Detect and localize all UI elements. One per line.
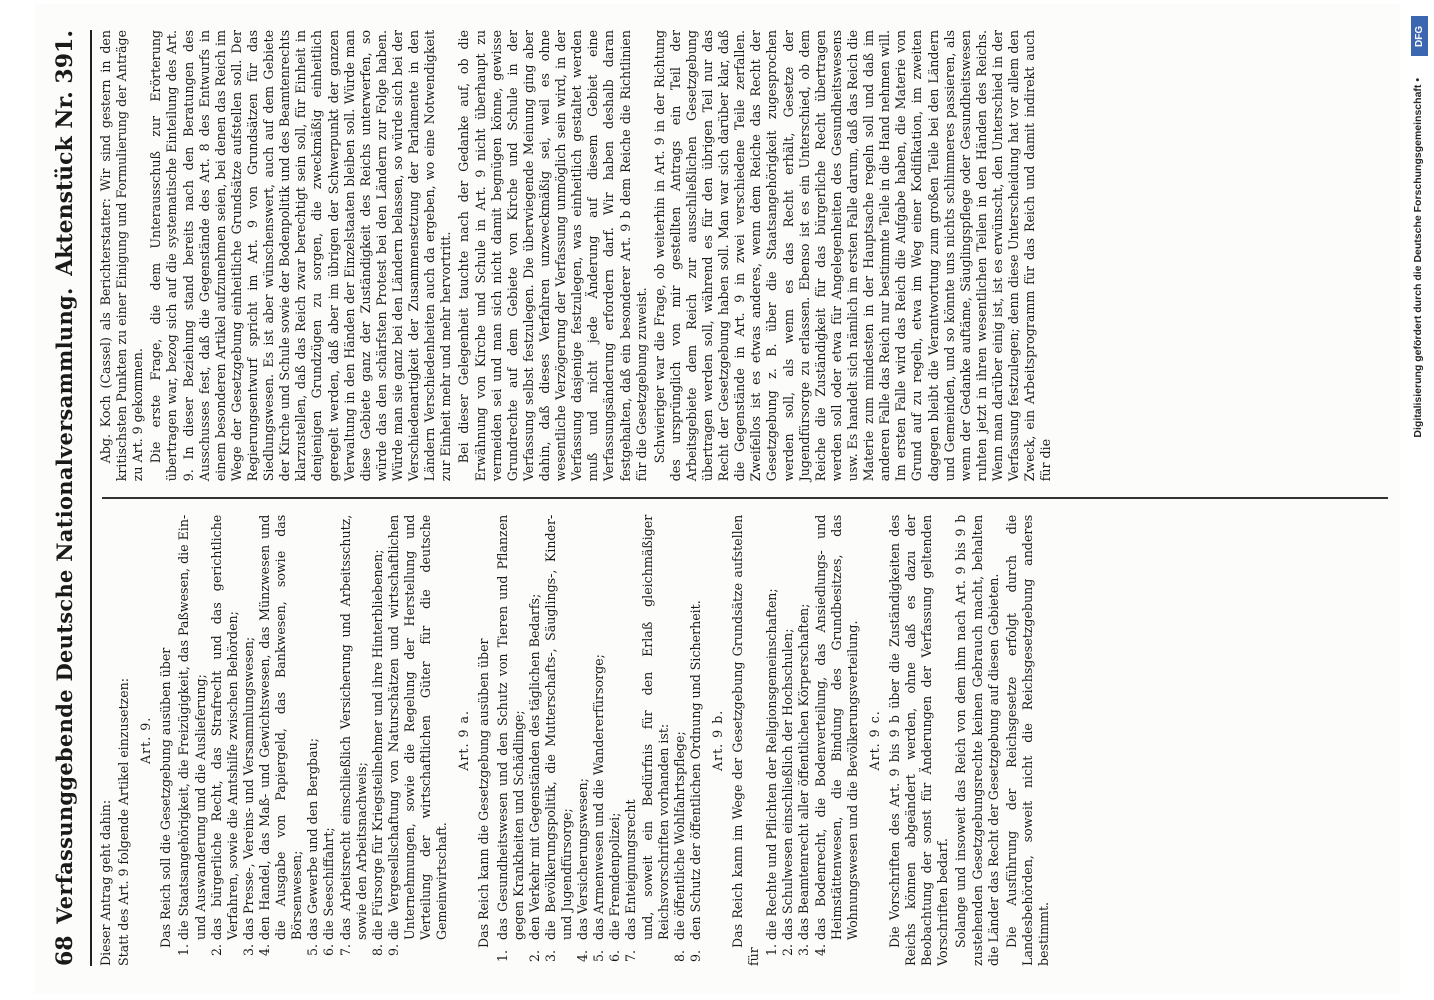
list-text: die Fremdenpolizei; — [607, 812, 623, 940]
list-item: 8. die Fürsorge für Kriegsteilnehmer und ihre Hinterbliebenen; — [370, 515, 386, 940]
article-heading-9: Art. 9. — [138, 716, 154, 764]
article-heading-9c: Art. 9 c. — [866, 710, 882, 771]
list-number: 9. — [687, 949, 703, 962]
list-text: den Schutz der öffentlichen Ordnung und Sicherheit. — [687, 600, 703, 940]
list-text: die Bevölkerungspolitik, die Mutterschafts-, Säuglings-, Kinder- und Jugendfürsorge; — [542, 514, 574, 940]
list-item: 7. das Arbeitsrecht einschließlich Versicherung und Arbeitsschutz, sowie den Arbeitsnachweis; — [338, 515, 370, 940]
paragraph: Die erste Frage, die dem Unterausschuß zur Erörterung übertragen war, bezog sich auf die systematische Einteilung des Art. 9. In dieser Beziehung stand bereits nach den Beratungen des Ausschusses fest, daß die Gegenstände des Art. 8 des Entwurfs in einem besonderen Artikel aufzunehmen seien, bei denen das Reich im Wege der Gesetzgebung einheitliche Grundsätze aufstellen soll. Der Regierungsentwurf spricht im Art. 9 von Grundsätzen für das Siedlungswesen. Es ist aber wünschenswert, auch auf dem Gebiete der Kirche und Schule sowie der Bodenpolitik und des Beamtenrechts klarzustellen, daß das Reich zwar berechtigt sein soll, für Einheit in denjenigen Grundzügen zu sorgen, die zweckmäßig einheitlich geregelt werden, daß aber im übrigen der Schwerpunkt der ganzen Verwaltung in den Händen der Einzelstaaten bleiben soll. Würde man diese Gebiete ganz der Zuständigkeit des Reichs unterwerfen, so würde das den schärfsten Protest bei den Ländern zur Folge haben. Würde man sie ganz bei den Ländern belassen, so würde sich bei der Verschiedenartigkeit der Zusammensetzung der Parlamente in den Ländern Verschiedenheiten auch da ergeben, wo eine Notwendigkeit zur Einheit mehr und mehr hervortritt. — [148, 30, 454, 482]
intro-line: Statt des Art. 9 folgende Artikel einzusetzen: — [116, 678, 132, 966]
list-item — [575, 515, 591, 962]
list-item: 4. den Handel, das Maß- und Gewichtswesen, das Münzwesen und die Ausgabe von Papiergeld, das Bankwesen, sowie das Börsenwesen; — [257, 515, 305, 940]
paragraph: Die Vorschriften des Art. 9 bis 9 b über die Zuständigkeiten des Reichs können abgeändert werden, ohne daß es dazu der Beobachtung der sonst für Änderungen der Verfassung geltenden Vorschriften bedarf. — [887, 514, 951, 966]
list-item — [607, 515, 623, 962]
credit-text: Digitalisierung gefördert durch die Deutsche Forschungsgemeinschaft • — [1412, 78, 1424, 438]
list-text: die öffentliche Wohlfahrtspflege; — [671, 731, 687, 940]
list-number: 1. — [494, 949, 510, 962]
rotated-page-content — [34, 4, 1400, 994]
list-number: 6. — [607, 949, 623, 962]
list-item: 1. die Staatsangehörigkeit, die Freizügigkeit, das Paßwesen, die Ein- und Auswanderung und die Auslieferung; — [176, 515, 208, 940]
intro-line: Dieser Antrag geht dahin: — [98, 799, 113, 966]
list-number: 7. — [623, 949, 639, 962]
list-item: 6. die Seeschiffahrt; — [321, 515, 337, 940]
article-heading-9a: Art. 9 a. — [456, 710, 472, 771]
list-item — [495, 515, 527, 962]
list-item: 1. die Rechte und Pflichten der Religionsgemeinschaften; — [764, 515, 780, 940]
paragraph: Die Ausführung der Reichsgesetze erfolgt durch die Landesbehörden, soweit nicht die Reichsgesetzgebung anderes bestimmt. — [1003, 514, 1052, 966]
document-number: Aktenstück Nr. 391. — [52, 30, 78, 276]
list-item: 4. das Bodenrecht, die Bodenverteilung, das Ansiedlungs- und Heimstättenwesen, die Bindung des Grundbesitzes, das Wohnungswesen und die Bevölkerungsverteilung. — [813, 515, 861, 940]
list-text: und, soweit ein Bedürfnis für den Erlaß gleichmäßiger Reichsvorschriften vorhanden ist: — [639, 514, 671, 940]
list-text: das Versicherungswesen; — [575, 778, 591, 940]
column-divider — [102, 497, 1388, 498]
article-heading-9b: Art. 9 b. — [709, 709, 725, 771]
list-text: das Enteignungsrecht — [623, 799, 639, 940]
list-text: das Gesundheitswesen und den Schutz von Tieren und Pflanzen gegen Krankheiten und Schädlinge; — [494, 514, 526, 940]
list-item — [543, 515, 575, 962]
list-item: 2. das Schulwesen einschließlich der Hochschulen; — [780, 515, 796, 940]
page-number: 68 — [52, 935, 78, 966]
paragraph: Bei dieser Gelegenheit tauchte nach der Gedanke auf, ob die Erwähnung von Kirche und Schule in Art. 9 nicht überhaupt zu vermeiden sei und man sich nicht damit begnügen könne, gewisse Grundrechte auf dem Gebiete von Kirche und Schule in der Verfassung selbst festzulegen. Die überwiegende Meinung ging aber dahin, daß dieses Verfahren unzweckmäßig sei, weil es ohne wesentliche Verzögerung der Verfassung unmöglich sein wird, in der Verfassung dasjenige festzulegen, was einheitlich gestaltet werden muß und nicht jede Änderung auf diesem Gebiet eine Verfassungsänderung erfordern darf. Wir haben deshalb daran festgehalten, daß ein besonderer Art. 9 b dem Reiche die Richtlinien für die Gesetzgebung zuweist. — [456, 30, 649, 482]
list-item — [623, 515, 639, 962]
left-column — [98, 501, 1388, 966]
list-number: 5. — [591, 949, 607, 962]
list-item: 3. das Presse-, Vereins- und Versammlungswesen; — [241, 515, 257, 940]
list-item: 3. das Beamtenrecht aller öffentlichen Körperschaften; — [796, 515, 812, 940]
list-item — [527, 515, 543, 962]
list-item — [672, 515, 688, 962]
list-number: 8. — [671, 949, 687, 962]
list-number: 3. — [542, 949, 558, 962]
list-text: den Verkehr mit Gegenständen des täglichen Bedarfs; — [526, 593, 542, 940]
digitization-credit — [1410, 8, 1430, 998]
list-text: das Armenwesen und die Wandererfürsorge; — [591, 654, 607, 940]
text-columns — [98, 30, 1388, 966]
dfg-logo: DFG — [1411, 16, 1428, 56]
list-number: 2. — [526, 949, 542, 962]
paragraph: Abg. Koch (Cassel) als Berichterstatter: Wir sind gestern in den kritischsten Punkten zu einer Einigung und Formulierung der Anträge zu Art. 9 gekommen. — [98, 30, 146, 482]
article-9a-list — [495, 515, 704, 966]
right-column — [98, 30, 1388, 487]
scanned-page — [34, 4, 1400, 994]
article-9b-list — [764, 515, 861, 966]
list-number — [640, 940, 672, 962]
list-item — [640, 515, 672, 962]
list-item — [591, 515, 607, 962]
assembly-title: Verfassunggebende Deutsche Nationalversammlung. — [52, 287, 77, 924]
article-lead: Das Reich kann im Wege der Gesetzgebung Grundsätze aufstellen für — [730, 514, 762, 966]
list-number: 4. — [575, 949, 591, 962]
article-9-list — [176, 515, 450, 966]
article-lead: Das Reich kann die Gesetzgebung ausüben über — [476, 638, 492, 948]
paragraph: Solange und insoweit das Reich von dem ihm nach Art. 9 bis 9 b zustehenden Gesetzgebungsrechte keinen Gebrauch macht, behalten die Länder das Recht der Gesetzgebung auf diesen Gebieten. — [953, 514, 1001, 966]
list-item — [688, 515, 704, 962]
page-header — [52, 30, 92, 966]
list-item: 9. die Vergesellschaftung von Naturschätzen und wirtschaftlichen Unternehmungen, sowie die Regelung der Herstellung und Verteilung der wirtschaftlichen Güter für die deutsche Gemeinwirtschaft. — [386, 515, 450, 940]
article-lead: Das Reich soll die Gesetzgebung ausüben über — [158, 647, 174, 948]
list-item: 2. das bürgerliche Recht, das Strafrecht und das gerichtliche Verfahren, sowie die Amtshilfe zwischen Behörden; — [209, 515, 241, 940]
list-item: 5. das Gewerbe und den Bergbau; — [305, 515, 321, 940]
paragraph: Schwieriger war die Frage, ob weiterhin in Art. 9 in der Richtung des ursprünglich von mir gestellten Antrags ein Teil der Arbeitsgebiete dem Reich zur ausschließlichen Gesetzgebung übertragen werden soll, während es für den übrigen Teil nur das Recht der Gesetzgebung haben soll. Man war sich darüber klar, daß die Gegenstände in Art. 9 in zwei verschiedene Teile zerfallen. Zweifellos ist es etwas anderes, wenn dem Reiche das Recht der Gesetzgebung z. B. über die Staatsangehörigkeit zugesprochen werden soll, als wenn es das Recht erhält, Gesetze der Jugendfürsorge zu erlassen. Ebenso ist es ein Unterschied, ob dem Reiche die Zuständigkeit für das bürgerliche Recht übertragen werden soll oder etwa für Angelegenheiten des Gesundheitswesens usw. Es handelt sich nämlich im ersten Falle darum, daß das Reich die Materie zum mindesten in der Hauptsache regeln soll und daß im anderen Falle das Reich nur bestimmte Teile in die Hand nehmen will. Im ersten Falle wird das Reich die Aufgabe haben, die Materie von Grund auf zu regeln, etwa im Weg einer Kodifikation, im zweiten dagegen bleibt die Verantwortung zum großen Teile bei den Ländern und Gemeinden, und so könnte uns nichts schlimmeres passieren, als wenn der Gedanke auftäme, Säuglingspflege oder Gesundheitswesen ruhten jetzt in ihren wesentlichen Teilen in den Händen des Reichs. Wenn man darüber einig ist, ist es erwünscht, den Unterschied in der Verfassung festzulegen; denn diese Unterscheidung hat vor allem den Zweck, ein Arbeitsprogramm für das Reich und damit indirekt auch für die — [651, 30, 1054, 482]
